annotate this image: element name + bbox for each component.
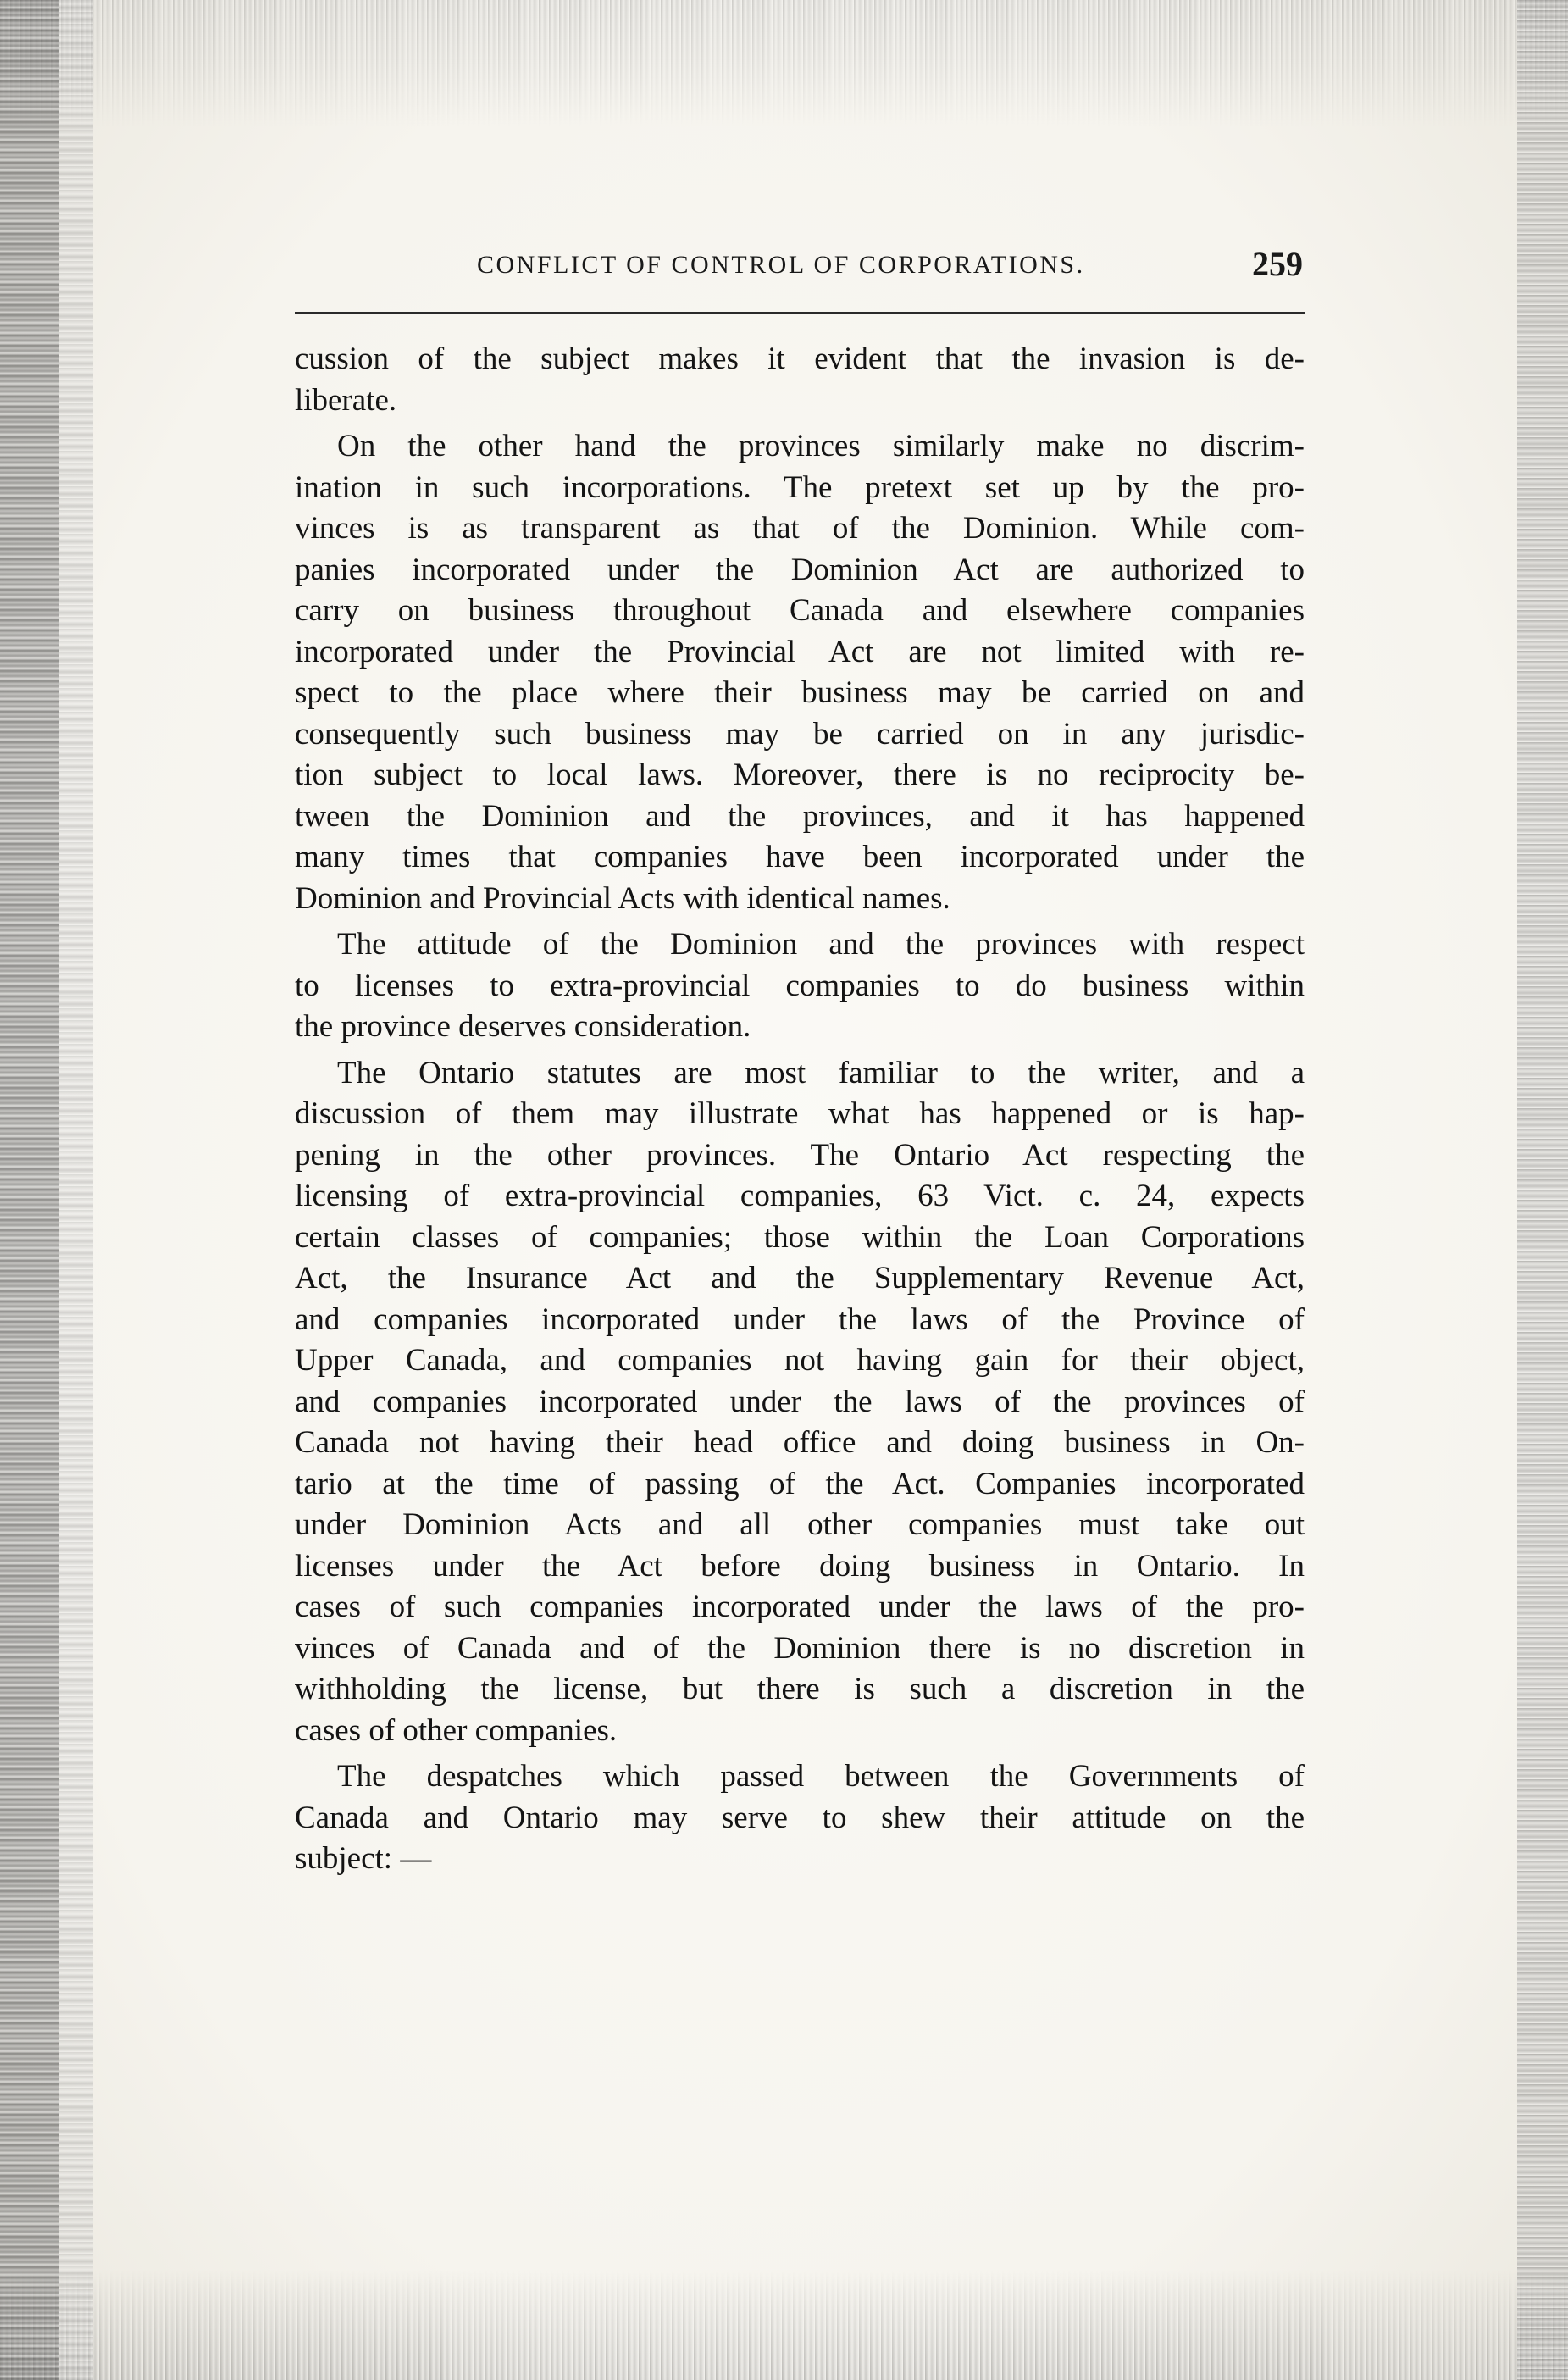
text-line: vinces is as transparent as that of the Dominion. While com- xyxy=(295,511,1305,546)
text-line: panies incorporated under the Dominion Act are authorized to xyxy=(295,552,1305,587)
scan-edge-right xyxy=(1517,0,1568,2380)
paragraph-4 xyxy=(295,1053,1305,1752)
text-line: The attitude of the Dominion and the provinces with respect xyxy=(337,927,1305,962)
text-line: vinces of Canada and of the Dominion there is no discretion in xyxy=(295,1630,1305,1666)
text-line: licenses under the Act before doing business in Ontario. In xyxy=(295,1548,1305,1584)
text-line: licensing of extra-provincial companies, 63 Vict. c. 24, expects xyxy=(295,1179,1305,1213)
text-line: Canada and Ontario may serve to shew their attitude on the xyxy=(295,1800,1305,1835)
text-line: consequently such business may be carried on in any jurisdic- xyxy=(295,716,1305,752)
body-text xyxy=(295,339,1305,1880)
text-line: the province deserves consideration. xyxy=(295,1009,751,1044)
paragraph-2 xyxy=(295,426,1305,919)
text-line: liberate. xyxy=(295,382,397,418)
scan-edge-left xyxy=(0,0,59,2380)
text-line: carry on business throughout Canada and elsewhere companies xyxy=(295,593,1305,628)
text-line: tario at the time of passing of the Act. Companies incorporated xyxy=(295,1466,1305,1501)
text-line: Act, the Insurance Act and the Supplementary Revenue Act, xyxy=(295,1261,1305,1295)
text-line: tween the Dominion and the provinces, and it has happened xyxy=(295,798,1305,834)
text-line: tion subject to local laws. Moreover, there is no reciprocity be- xyxy=(295,757,1305,792)
text-line: subject: — xyxy=(295,1841,432,1876)
running-title: CONFLICT OF CONTROL OF CORPORATIONS. xyxy=(477,251,1085,279)
text-line: The despatches which passed between the Governments of xyxy=(337,1759,1305,1794)
header-rule xyxy=(295,312,1305,314)
text-line: On the other hand the provinces similarly make no discrim- xyxy=(337,429,1305,463)
text-line: pening in the other provinces. The Ontario Act respecting the xyxy=(295,1137,1305,1173)
text-line: under Dominion Acts and all other companies must take out xyxy=(295,1507,1305,1542)
text-line: and companies incorporated under the laws of the Province of xyxy=(295,1301,1305,1337)
paragraph-3 xyxy=(295,924,1305,1048)
text-line: cases of such companies incorporated under the laws of the pro- xyxy=(295,1589,1305,1624)
page-number: 259 xyxy=(1252,245,1303,283)
text-line: many times that companies have been incorporated under the xyxy=(295,840,1305,874)
text-line: Dominion and Provincial Acts with identical names. xyxy=(295,880,950,916)
text-line: Canada not having their head office and doing business in On- xyxy=(295,1425,1305,1460)
text-line: Upper Canada, and companies not having gain for their object, xyxy=(295,1343,1305,1378)
text-line: The Ontario statutes are most familiar to the writer, and a xyxy=(337,1055,1305,1090)
text-line: incorporated under the Provincial Act are not limited with re- xyxy=(295,634,1305,669)
running-head xyxy=(295,246,1303,297)
text-line: certain classes of companies; those within the Loan Corporations xyxy=(295,1219,1305,1255)
scan-edge-top xyxy=(0,0,1568,127)
text-line: cases of other companies. xyxy=(295,1712,618,1748)
scan-edge-bottom xyxy=(0,2270,1568,2380)
text-line: and companies incorporated under the laws of the provinces of xyxy=(295,1384,1305,1419)
text-line: cussion of the subject makes it evident that the invasion is de- xyxy=(295,341,1305,376)
paragraph-1 xyxy=(295,339,1305,421)
scan-edge-left-inner xyxy=(59,0,93,2380)
paragraph-5 xyxy=(295,1756,1305,1880)
text-line: to licenses to extra-provincial companies to do business within xyxy=(295,968,1305,1003)
text-line: spect to the place where their business may be carried on and xyxy=(295,675,1305,710)
text-line: ination in such incorporations. The pretext set up by the pro- xyxy=(295,469,1305,505)
text-line: withholding the license, but there is such a discretion in the xyxy=(295,1672,1305,1706)
text-line: discussion of them may illustrate what has happened or is hap- xyxy=(295,1096,1305,1131)
